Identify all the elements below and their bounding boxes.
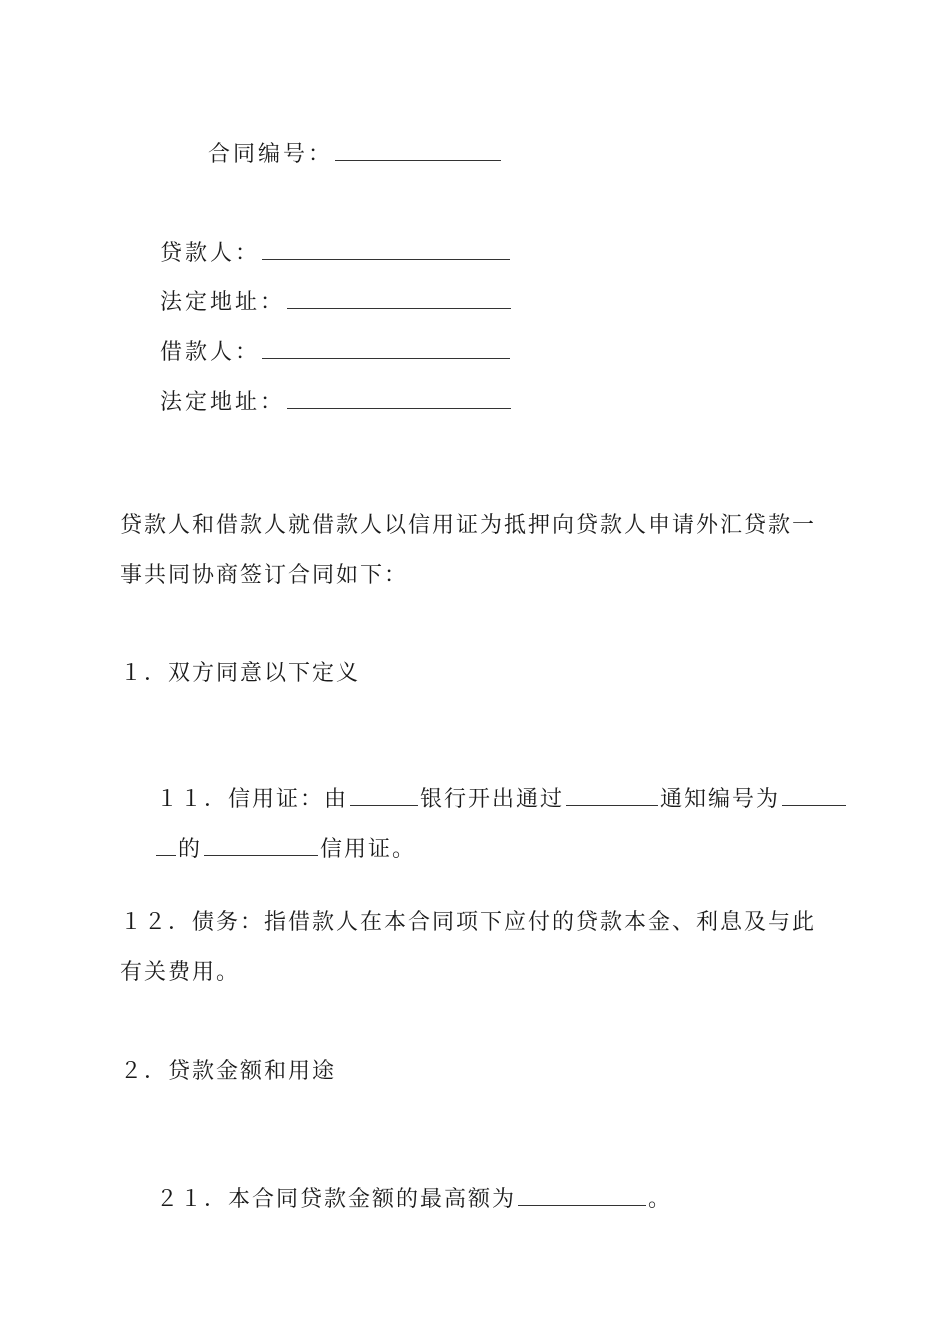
lender-label: 贷款人： [159,241,260,266]
s11-lc-blank[interactable] [204,837,318,856]
lender-address-label: 法定地址： [159,290,285,315]
borrower-address-line [120,364,513,442]
s11-text-4: 的 [177,837,202,862]
s11-number-blank-b[interactable] [156,837,176,856]
s21-text-2: 。 [648,1187,673,1212]
borrower-address-blank[interactable] [287,390,511,409]
section-1-2-line-2: 有关费用。 [120,960,241,985]
borrower-address-label: 法定地址： [159,390,285,415]
contract-number-label: 合同编号： [207,142,333,167]
s11-text-3: 通知编号为 [660,787,781,812]
s11-issuing-bank-blank[interactable] [350,787,418,806]
contract-number-line [168,116,503,194]
section-1-title: １．双方同意以下定义 [120,661,361,686]
section-1-1-line-2 [120,811,416,889]
lender-blank[interactable] [262,241,510,260]
section-2-1-line [120,1161,672,1239]
s11-number-blank-a[interactable] [782,787,846,806]
s11-text-5: 信用证。 [320,837,417,862]
s21-amount-blank[interactable] [518,1187,646,1206]
borrower-label: 借款人： [159,340,260,365]
borrower-blank[interactable] [262,340,510,359]
lender-address-blank[interactable] [287,290,511,309]
intro-line-1: 贷款人和借款人就借款人以信用证为抵押向贷款人申请外汇贷款一 [120,513,817,538]
s11-advising-blank[interactable] [566,787,658,806]
s11-text-2: 银行开出通过 [420,787,565,812]
section-2-title: ２．贷款金额和用途 [120,1059,337,1084]
s21-text-1: ２１．本合同贷款金额的最高额为 [155,1187,516,1212]
s11-text-1: １１．信用证：由 [155,787,348,812]
section-1-2-line-1: １２．债务：指借款人在本合同项下应付的贷款本金、利息及与此 [120,910,817,935]
intro-line-2: 事共同协商签订合同如下： [120,563,409,588]
contract-number-blank[interactable] [335,142,501,161]
